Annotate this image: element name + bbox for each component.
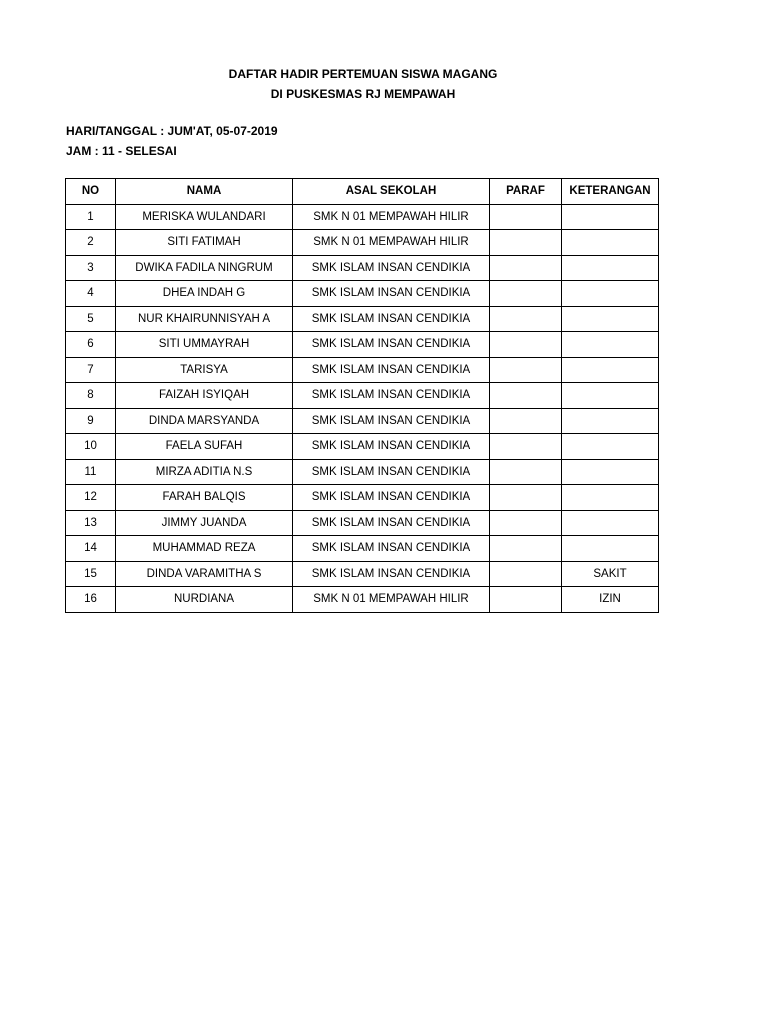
- cell-paraf: [490, 383, 562, 409]
- title-line-1: DAFTAR HADIR PERTEMUAN SISWA MAGANG: [228, 67, 498, 81]
- table-row: [66, 383, 659, 409]
- table-row: [66, 561, 659, 587]
- cell-nama: DHEA INDAH G: [116, 281, 293, 307]
- cell-no: 4: [66, 281, 116, 307]
- table-row: [66, 357, 659, 383]
- cell-nama: DINDA VARAMITHA S: [116, 561, 293, 587]
- cell-keterangan: [562, 230, 659, 256]
- cell-asal-sekolah: SMK N 01 MEMPAWAH HILIR: [293, 230, 490, 256]
- cell-no: 15: [66, 561, 116, 587]
- cell-asal-sekolah: SMK ISLAM INSAN CENDIKIA: [293, 510, 490, 536]
- cell-no: 1: [66, 204, 116, 230]
- cell-asal-sekolah: SMK ISLAM INSAN CENDIKIA: [293, 255, 490, 281]
- cell-asal-sekolah: SMK N 01 MEMPAWAH HILIR: [293, 204, 490, 230]
- header-nama: NAMA: [116, 179, 293, 205]
- table-row: [66, 459, 659, 485]
- header-asal-sekolah: ASAL SEKOLAH: [293, 179, 490, 205]
- table-header-row: [66, 179, 659, 205]
- cell-asal-sekolah: SMK ISLAM INSAN CENDIKIA: [293, 561, 490, 587]
- cell-nama: MUHAMMAD REZA: [116, 536, 293, 562]
- cell-nama: NURDIANA: [116, 587, 293, 613]
- table-row: [66, 255, 659, 281]
- cell-keterangan: IZIN: [562, 587, 659, 613]
- cell-paraf: [490, 536, 562, 562]
- cell-keterangan: [562, 485, 659, 511]
- cell-keterangan: [562, 357, 659, 383]
- cell-nama: TARISYA: [116, 357, 293, 383]
- cell-keterangan: [562, 383, 659, 409]
- cell-no: 10: [66, 434, 116, 460]
- table-row: [66, 587, 659, 613]
- cell-no: 11: [66, 459, 116, 485]
- cell-paraf: [490, 587, 562, 613]
- cell-nama: MERISKA WULANDARI: [116, 204, 293, 230]
- cell-asal-sekolah: SMK ISLAM INSAN CENDIKIA: [293, 383, 490, 409]
- cell-keterangan: [562, 434, 659, 460]
- cell-nama: MIRZA ADITIA N.S: [116, 459, 293, 485]
- cell-asal-sekolah: SMK ISLAM INSAN CENDIKIA: [293, 281, 490, 307]
- table-body: [66, 204, 659, 612]
- table-row: [66, 230, 659, 256]
- table-row: [66, 485, 659, 511]
- cell-paraf: [490, 485, 562, 511]
- table-row: [66, 332, 659, 358]
- cell-keterangan: [562, 332, 659, 358]
- cell-no: 2: [66, 230, 116, 256]
- cell-nama: FAELA SUFAH: [116, 434, 293, 460]
- cell-asal-sekolah: SMK ISLAM INSAN CENDIKIA: [293, 434, 490, 460]
- cell-no: 8: [66, 383, 116, 409]
- cell-paraf: [490, 434, 562, 460]
- cell-asal-sekolah: SMK N 01 MEMPAWAH HILIR: [293, 587, 490, 613]
- cell-paraf: [490, 281, 562, 307]
- cell-nama: NUR KHAIRUNNISYAH A: [116, 306, 293, 332]
- cell-asal-sekolah: SMK ISLAM INSAN CENDIKIA: [293, 332, 490, 358]
- cell-keterangan: [562, 255, 659, 281]
- time-line: JAM : 11 - SELESAI: [66, 144, 177, 158]
- cell-no: 5: [66, 306, 116, 332]
- cell-no: 13: [66, 510, 116, 536]
- cell-paraf: [490, 459, 562, 485]
- cell-no: 14: [66, 536, 116, 562]
- header-paraf: PARAF: [490, 179, 562, 205]
- table-row: [66, 510, 659, 536]
- cell-keterangan: [562, 536, 659, 562]
- cell-no: 9: [66, 408, 116, 434]
- cell-no: 12: [66, 485, 116, 511]
- cell-keterangan: [562, 459, 659, 485]
- cell-keterangan: [562, 204, 659, 230]
- cell-nama: FARAH BALQIS: [116, 485, 293, 511]
- cell-paraf: [490, 561, 562, 587]
- cell-nama: JIMMY JUANDA: [116, 510, 293, 536]
- cell-keterangan: [562, 306, 659, 332]
- cell-no: 7: [66, 357, 116, 383]
- document-title: [0, 64, 726, 104]
- cell-nama: DWIKA FADILA NINGRUM: [116, 255, 293, 281]
- cell-paraf: [490, 204, 562, 230]
- table-row: [66, 204, 659, 230]
- table-row: [66, 434, 659, 460]
- cell-asal-sekolah: SMK ISLAM INSAN CENDIKIA: [293, 357, 490, 383]
- cell-paraf: [490, 230, 562, 256]
- cell-asal-sekolah: SMK ISLAM INSAN CENDIKIA: [293, 459, 490, 485]
- cell-keterangan: [562, 510, 659, 536]
- cell-no: 6: [66, 332, 116, 358]
- cell-paraf: [490, 510, 562, 536]
- table-row: [66, 408, 659, 434]
- meeting-info: [66, 121, 278, 161]
- cell-asal-sekolah: SMK ISLAM INSAN CENDIKIA: [293, 408, 490, 434]
- cell-paraf: [490, 255, 562, 281]
- header-keterangan: KETERANGAN: [562, 179, 659, 205]
- cell-paraf: [490, 332, 562, 358]
- title-line-2: DI PUSKESMAS RJ MEMPAWAH: [270, 87, 456, 101]
- cell-no: 16: [66, 587, 116, 613]
- table-row: [66, 536, 659, 562]
- table-row: [66, 281, 659, 307]
- cell-no: 3: [66, 255, 116, 281]
- cell-nama: SITI UMMAYRAH: [116, 332, 293, 358]
- cell-nama: FAIZAH ISYIQAH: [116, 383, 293, 409]
- cell-nama: DINDA MARSYANDA: [116, 408, 293, 434]
- cell-asal-sekolah: SMK ISLAM INSAN CENDIKIA: [293, 536, 490, 562]
- cell-paraf: [490, 357, 562, 383]
- date-line: HARI/TANGGAL : JUM'AT, 05-07-2019: [66, 124, 278, 138]
- header-no: NO: [66, 179, 116, 205]
- cell-asal-sekolah: SMK ISLAM INSAN CENDIKIA: [293, 306, 490, 332]
- cell-keterangan: [562, 281, 659, 307]
- cell-paraf: [490, 408, 562, 434]
- cell-keterangan: SAKIT: [562, 561, 659, 587]
- cell-nama: SITI FATIMAH: [116, 230, 293, 256]
- attendance-table: [65, 178, 659, 613]
- cell-keterangan: [562, 408, 659, 434]
- cell-paraf: [490, 306, 562, 332]
- cell-asal-sekolah: SMK ISLAM INSAN CENDIKIA: [293, 485, 490, 511]
- table-row: [66, 306, 659, 332]
